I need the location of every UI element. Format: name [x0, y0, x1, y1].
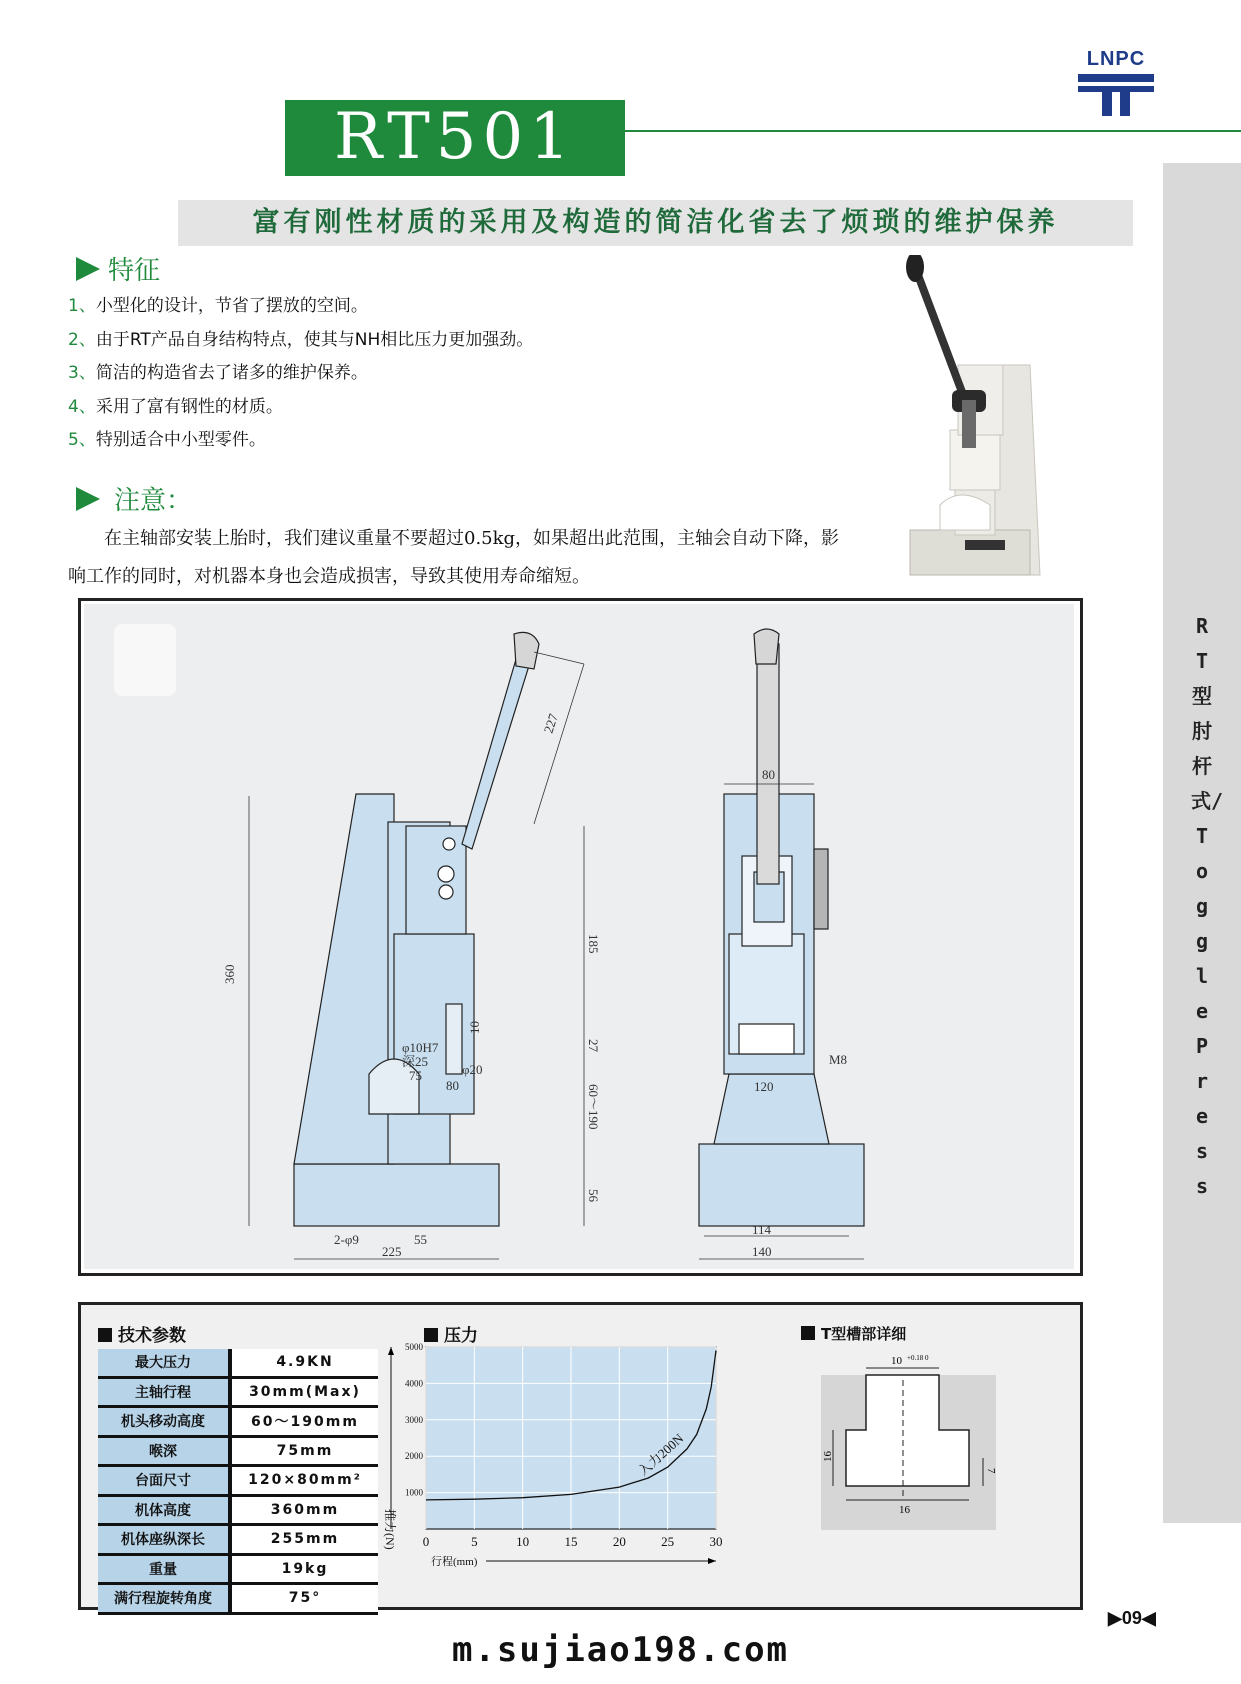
- tslot-diagram: [811, 1350, 1011, 1540]
- dim-80-side: 80: [762, 767, 775, 782]
- dim-hole: φ10H7: [402, 1040, 439, 1055]
- tslot-dim-tol: +0.18 0: [907, 1354, 929, 1362]
- table-row: 主轴行程 30mm(Max): [98, 1377, 378, 1407]
- tslot-dim-bottom: 16: [899, 1504, 910, 1516]
- drawing-canvas: [84, 604, 1074, 1269]
- tslot-heading: T型槽部详细: [801, 1323, 906, 1344]
- note-paragraph: 在主轴部安装上胎时，我们建议重量不要超过0.5kg，如果超出此范围，主轴会自动下降，影响工作的同时，对机器本身也会造成损害，导致其使用寿命缩短。: [68, 528, 840, 587]
- dim-80-top: 80: [446, 1078, 459, 1093]
- dim-55: 55: [414, 1232, 427, 1247]
- square-bullet-icon: [98, 1328, 112, 1342]
- y-axis-label: 推力(N): [383, 1509, 397, 1550]
- dim-holes: 2-φ9: [334, 1232, 359, 1247]
- dim-140: 140: [752, 1244, 772, 1259]
- y-tick-label: 2000: [405, 1451, 423, 1462]
- list-item: 4、采用了富有钢性的材质。: [68, 396, 283, 417]
- table-row: 台面尺寸 120×80mm²: [98, 1466, 378, 1496]
- curve-annotation: 入力200N: [635, 1430, 687, 1479]
- dim-m8: M8: [829, 1052, 848, 1067]
- side-tab-label: RT型肘杆式/Toggle Press: [1191, 614, 1224, 1198]
- spec-table: [98, 1349, 378, 1615]
- table-row: 机体座纵深长 255mm: [98, 1525, 378, 1555]
- features-heading-text: 特征: [108, 256, 161, 286]
- dim-120: 120: [754, 1079, 774, 1094]
- dim-60-190: 60～190: [586, 1084, 601, 1130]
- chart-heading: 压力: [424, 1321, 478, 1346]
- page-title: RT501: [334, 100, 576, 174]
- y-tick-label: 4000: [405, 1378, 423, 1389]
- product-photo: [900, 255, 1060, 580]
- triangle-bullet-icon: [76, 257, 100, 281]
- x-tick-label: 15: [564, 1534, 578, 1549]
- x-tick-label: 30: [709, 1534, 723, 1549]
- slogan-banner: [178, 200, 1133, 246]
- list-item: 1、小型化的设计，节省了摆放的空间。: [68, 296, 368, 316]
- dim-dia20: φ20: [462, 1062, 483, 1077]
- square-bullet-icon: [801, 1326, 815, 1340]
- table-row: 喉深 75mm: [98, 1436, 378, 1466]
- y-arrow-head: [388, 1347, 394, 1355]
- tslot-dim-right: 7: [985, 1468, 997, 1474]
- x-tick-label: 5: [471, 1534, 478, 1549]
- side-tab: [1163, 163, 1241, 1523]
- table-row: 机头移动高度 60～190mm: [98, 1407, 378, 1437]
- slogan-text: 富有刚性材质的采用及构造的简洁化省去了烦琐的维护保养: [252, 207, 1059, 238]
- dim-27: 27: [586, 1039, 601, 1052]
- note-heading-text: 注意：: [114, 486, 193, 516]
- table-row: 最大压力 4.9KN: [98, 1349, 378, 1377]
- dim-56: 56: [586, 1189, 601, 1202]
- note-heading: [76, 480, 192, 517]
- spec-heading: 技术参数: [98, 1321, 186, 1346]
- list-item: 2、由于RT产品自身结构特点，使其与NH相比压力更加强劲。: [68, 329, 534, 350]
- dim-114: 114: [752, 1222, 772, 1237]
- table-row: 机体高度 360mm: [98, 1495, 378, 1525]
- title-rule: [625, 130, 1241, 132]
- dim-10: 10: [467, 1021, 482, 1034]
- table-row: 重量 19kg: [98, 1554, 378, 1584]
- dim-225: 225: [382, 1244, 402, 1259]
- features-list: [68, 290, 768, 458]
- features-heading: [76, 250, 160, 287]
- footer-url: m.sujiao198.com: [451, 1630, 790, 1670]
- technical-drawing: [78, 598, 1083, 1276]
- x-arrow-head: [708, 1558, 716, 1564]
- pressure-chart: [381, 1335, 751, 1605]
- x-tick-label: 0: [422, 1534, 430, 1549]
- list-item: 5、特别适合中小型零件。: [68, 430, 266, 450]
- page-number: ▶09◀: [1108, 1608, 1156, 1628]
- x-tick-label: 25: [661, 1534, 675, 1549]
- tslot-dim-top: 10: [891, 1355, 902, 1367]
- logo-text: LNPC: [1086, 48, 1146, 70]
- lnpc-logo: [1076, 48, 1156, 118]
- y-tick-label: 3000: [405, 1414, 423, 1425]
- y-tick-label: 5000: [405, 1342, 423, 1352]
- dim-185: 185: [586, 934, 601, 954]
- dim-75: 75: [409, 1068, 422, 1083]
- x-axis-label: 行程(mm): [431, 1556, 478, 1568]
- x-tick-label: 20: [612, 1534, 626, 1549]
- dim-227: 227: [540, 711, 561, 735]
- x-tick-label: 10: [516, 1534, 530, 1549]
- table-row: 满行程旋转角度 75°: [98, 1584, 378, 1614]
- title-banner: [285, 100, 625, 176]
- list-item: 3、简洁的构造省去了诸多的维护保养。: [68, 363, 368, 383]
- tslot-dim-left: 16: [822, 1451, 834, 1462]
- dim-hole-depth: 深25: [402, 1054, 429, 1069]
- spec-panel: [78, 1302, 1083, 1610]
- triangle-bullet-icon: [76, 487, 100, 511]
- dim-360: 360: [222, 964, 237, 984]
- y-tick-label: 1000: [405, 1487, 423, 1498]
